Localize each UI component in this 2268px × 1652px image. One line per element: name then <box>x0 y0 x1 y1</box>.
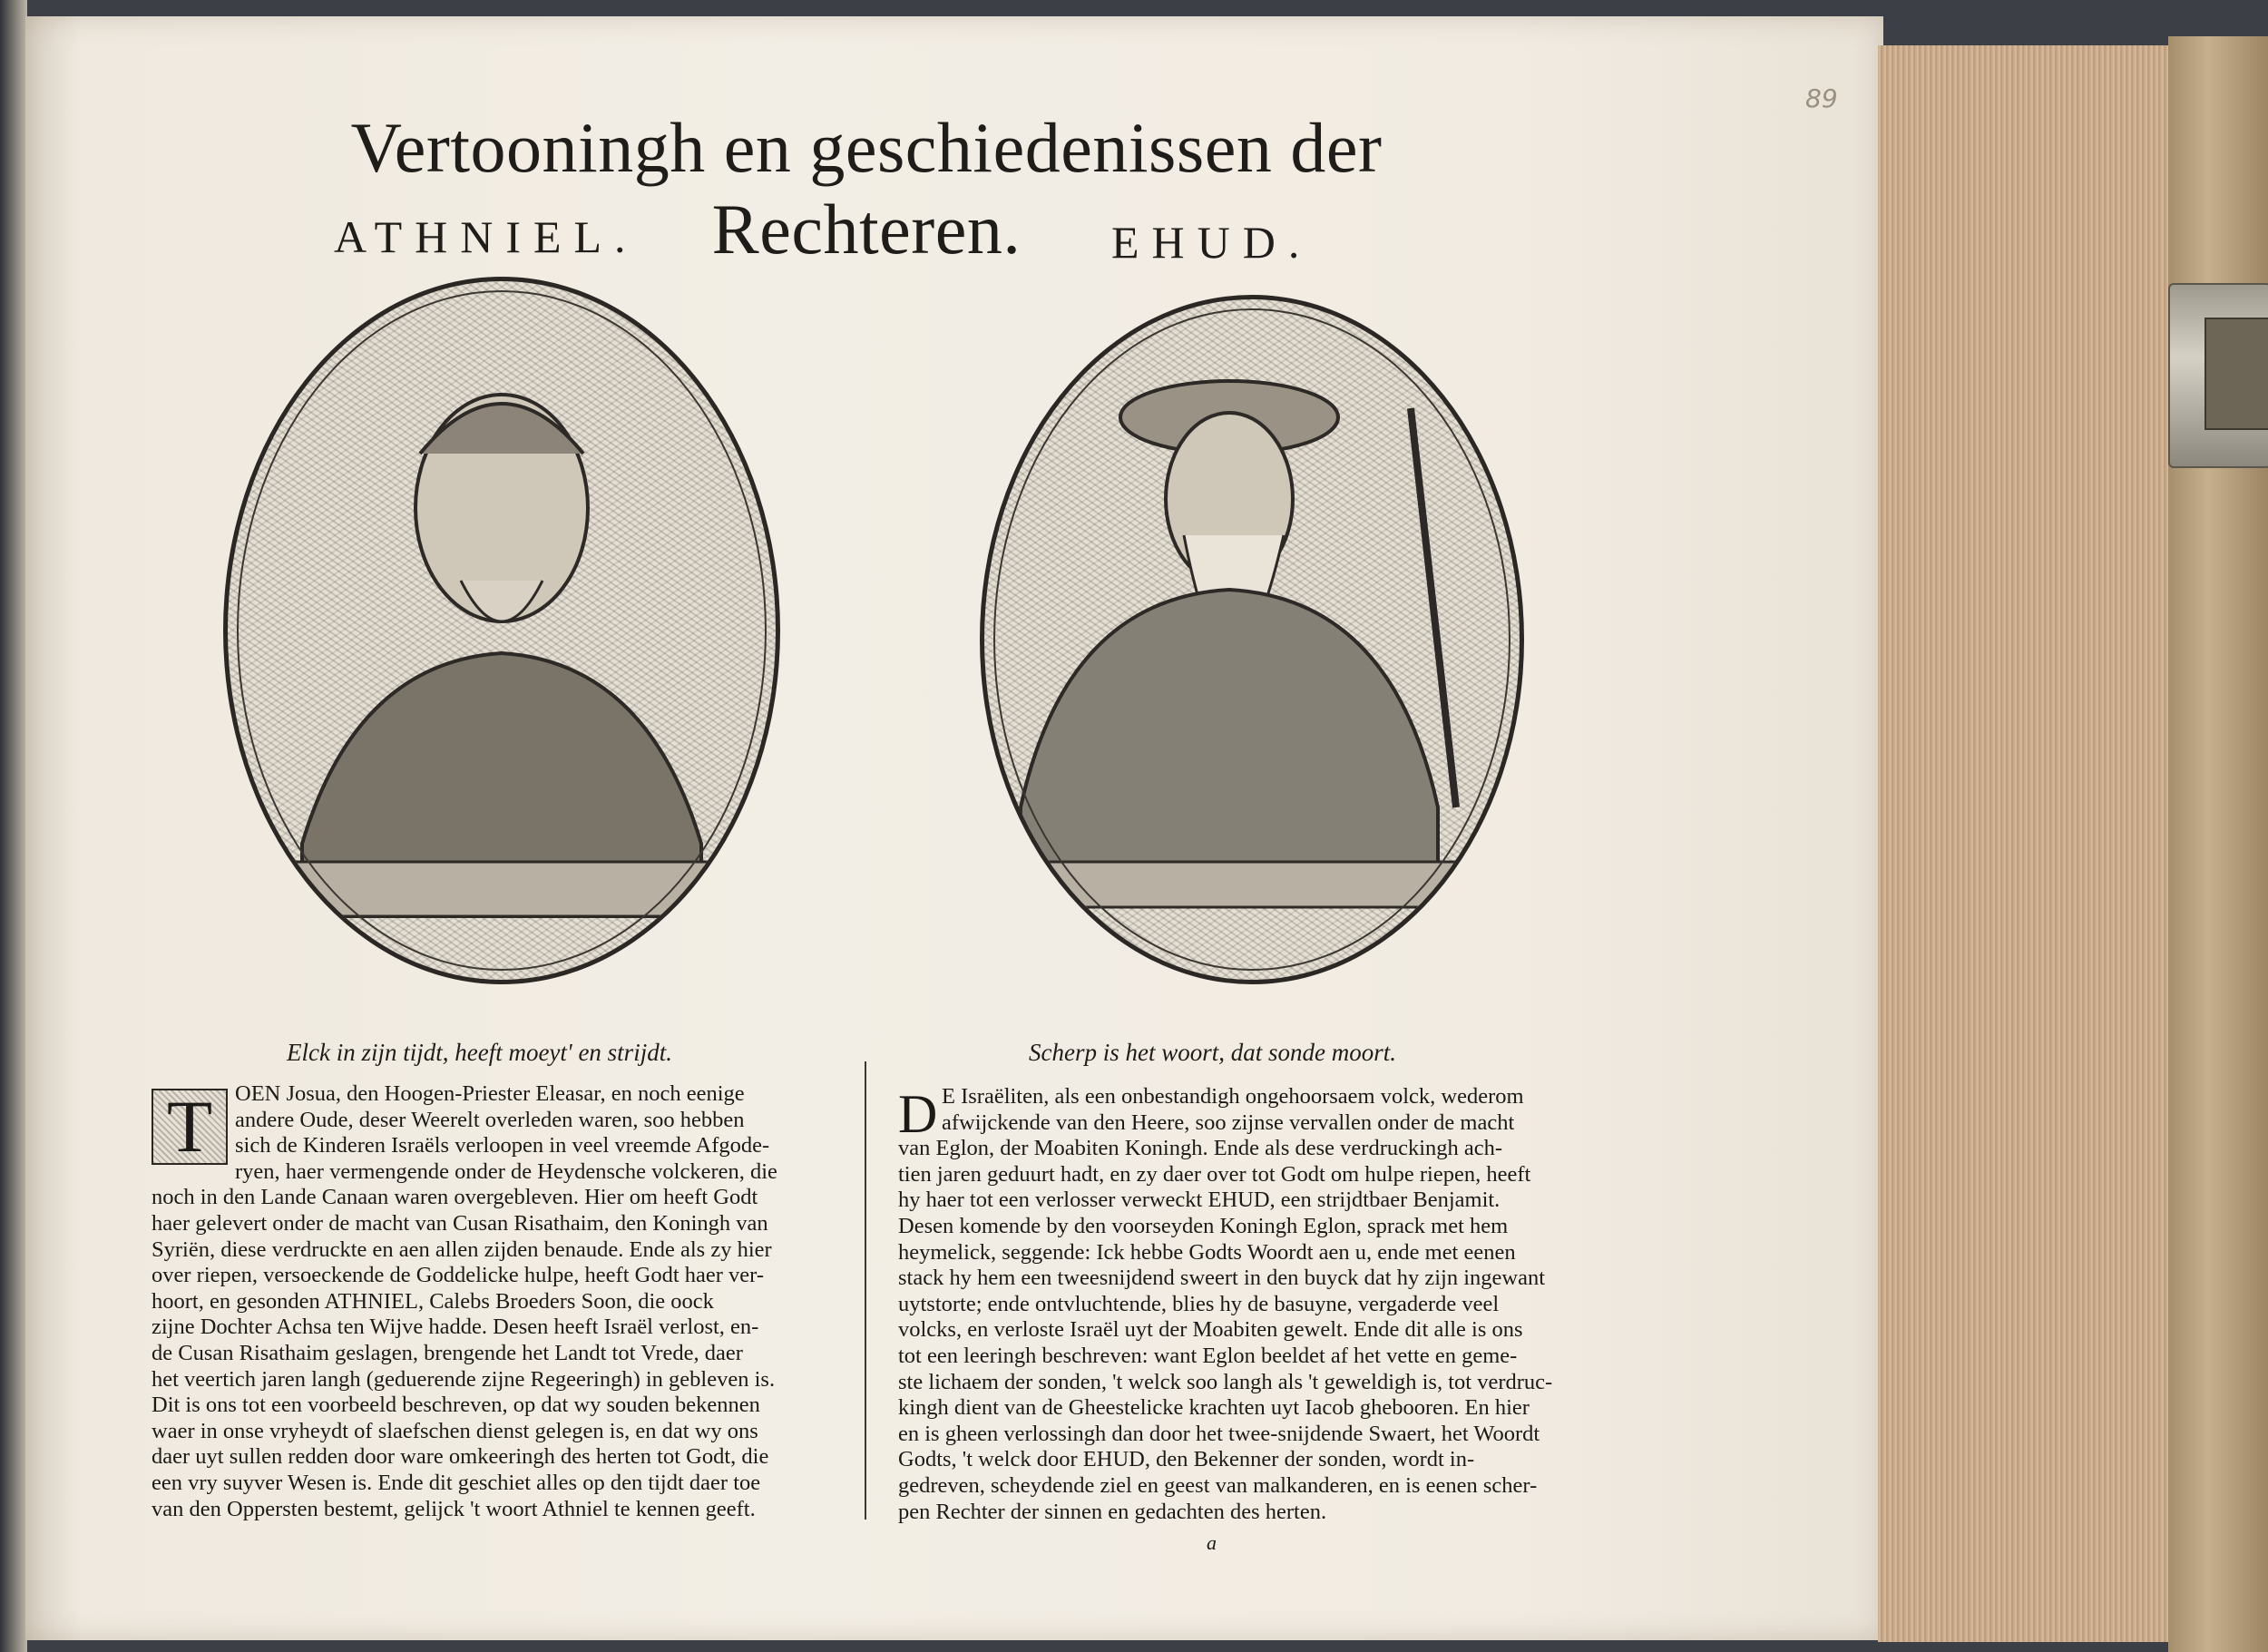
page-block-edges <box>1878 45 2177 1642</box>
book-cover-edge <box>2168 36 2268 1652</box>
text-line: E Israëliten, als een onbestandigh ongehoorsaem volck, wederom <box>942 1084 1524 1109</box>
text-line: noch in den Lande Canaan waren overgebleven. Hier om heeft Godt <box>152 1185 758 1210</box>
column-divider <box>865 1061 866 1520</box>
text-line: Syriën, diese verdruckte en aen allen zijden benaude. Ende als zy hier <box>152 1237 772 1262</box>
ehud-text <box>898 1084 1565 1525</box>
text-line: hy haer tot een verlosser verweckt EHUD, een strijdtbaer Benjamit. <box>898 1188 1501 1213</box>
text-line: Dit is ons tot een voorbeeld beschreven, op dat wy souden bekennen <box>152 1393 760 1418</box>
text-line: de Cusan Risathaim geslagen, brengende het Landt tot Vrede, daer <box>152 1340 743 1365</box>
text-line: en is gheen verlossingh dan door het twee-snijdende Swaert, het Woordt <box>898 1421 1540 1446</box>
portrait-athniel <box>223 277 780 984</box>
judge-name-ehud: EHUD. <box>1111 217 1313 268</box>
text-line: tot een leeringh beschreven: want Eglon beeldet af het vette en geme- <box>898 1343 1518 1368</box>
text-line: OEN Josua, den Hoogen-Priester Eleasar, en noch eenige <box>235 1081 745 1106</box>
text-line: pen Rechter der sinnen en gedachten des herten. <box>898 1499 1327 1524</box>
text-line: haer gelevert onder de macht van Cusan Risathaim, den Koningh van <box>152 1210 768 1236</box>
text-line: over riepen, versoeckende de Goddelicke hulpe, heeft Godt haer ver- <box>152 1263 764 1288</box>
previous-page-edge <box>0 0 27 1652</box>
motto-ehud: Scherp is het woort, dat sonde moort. <box>1029 1039 1396 1066</box>
text-line: zijne Dochter Achsa ten Wijve hadde. Desen heeft Israël verlost, en- <box>152 1315 759 1340</box>
text-line: het veertich jaren langh (geduerende zijne Regeeringh) in gebleven is. <box>152 1366 776 1392</box>
text-line: ste lichaem der sonden, 't welck soo langh als 't geweldigh is, tot verdruc- <box>898 1369 1553 1394</box>
text-line: kingh dient van de Gheestelicke krachten uyt Iacob ghebooren. En hier <box>898 1395 1530 1421</box>
text-line: afwijckende van den Heere, soo zijnse vervallen onder de macht <box>942 1109 1515 1135</box>
page-title: Vertooningh en geschiedenissen der Rechteren. <box>350 108 1383 269</box>
text-line: tien jaren geduurt hadt, en zy daer over tot Godt om hulpe riepen, heeft <box>898 1161 1531 1187</box>
text-line: van den Oppersten bestemt, gelijck 't woort Athniel te kennen geeft. <box>152 1496 756 1521</box>
text-line: Desen komende by den voorseyden Koningh Eglon, sprack met hem <box>898 1213 1509 1238</box>
athniel-text <box>152 1081 846 1522</box>
text-line: gedreven, scheydende ziel en geest van malkanderen, en is eenen scher- <box>898 1472 1538 1498</box>
text-line: volcks, en verloste Israël uyt der Moabiten gewelt. Ende dit alle is ons <box>898 1317 1523 1343</box>
motto-athniel: Elck in zijn tijdt, heeft moeyt' en strijdt. <box>287 1039 672 1066</box>
text-line: heymelick, seggende: Ick hebbe Godts Woordt aen u, ende met eenen <box>898 1239 1516 1265</box>
text-line: ryen, haer vermengende onder de Heydensche volckeren, die <box>235 1158 777 1184</box>
text-line: andere Oude, deser Weerelt overleden waren, soo hebben <box>235 1107 745 1132</box>
judge-name-athniel: ATHNIEL. <box>334 211 639 262</box>
page-number: 89 <box>1805 83 1838 113</box>
text-line: Godts, 't welck door EHUD, den Bekenner der sonden, wordt in- <box>898 1447 1475 1472</box>
text-line: sich de Kinderen Israëls verloopen in veel vreemde Afgode- <box>235 1133 770 1158</box>
text-line: van Eglon, der Moabiten Koningh. Ende als dese verdruckingh ach- <box>898 1136 1503 1161</box>
drop-cap-right: D <box>898 1084 938 1144</box>
text-line: een vry suyver Wesen is. Ende dit geschiet alles op den tijdt daer toe <box>152 1470 761 1495</box>
text-line: hoort, en gesonden ATHNIEL, Calebs Broeders Soon, die oock <box>152 1288 714 1314</box>
engraved-figure-ehud <box>984 299 1520 980</box>
text-line: daer uyt sullen redden door ware omkeeringh des herten tot Godt, die <box>152 1444 769 1470</box>
engraved-figure-athniel <box>228 281 776 980</box>
drop-cap-left: T <box>152 1089 228 1165</box>
text-line: stack hy hem een tweesnijdend sweert in den buyck dat hy zijn ingewant <box>898 1266 1546 1291</box>
signature-mark: a <box>1207 1531 1217 1554</box>
portrait-ehud <box>980 295 1524 984</box>
text-line: uytstorte; ende ontvluchtende, blies hy de basuyne, vergaderde veel <box>898 1291 1500 1316</box>
clasp-strap <box>2204 318 2268 430</box>
text-line: waer in onse vryheydt of slaefschen dienst gelegen is, en dat wy ons <box>152 1418 758 1443</box>
